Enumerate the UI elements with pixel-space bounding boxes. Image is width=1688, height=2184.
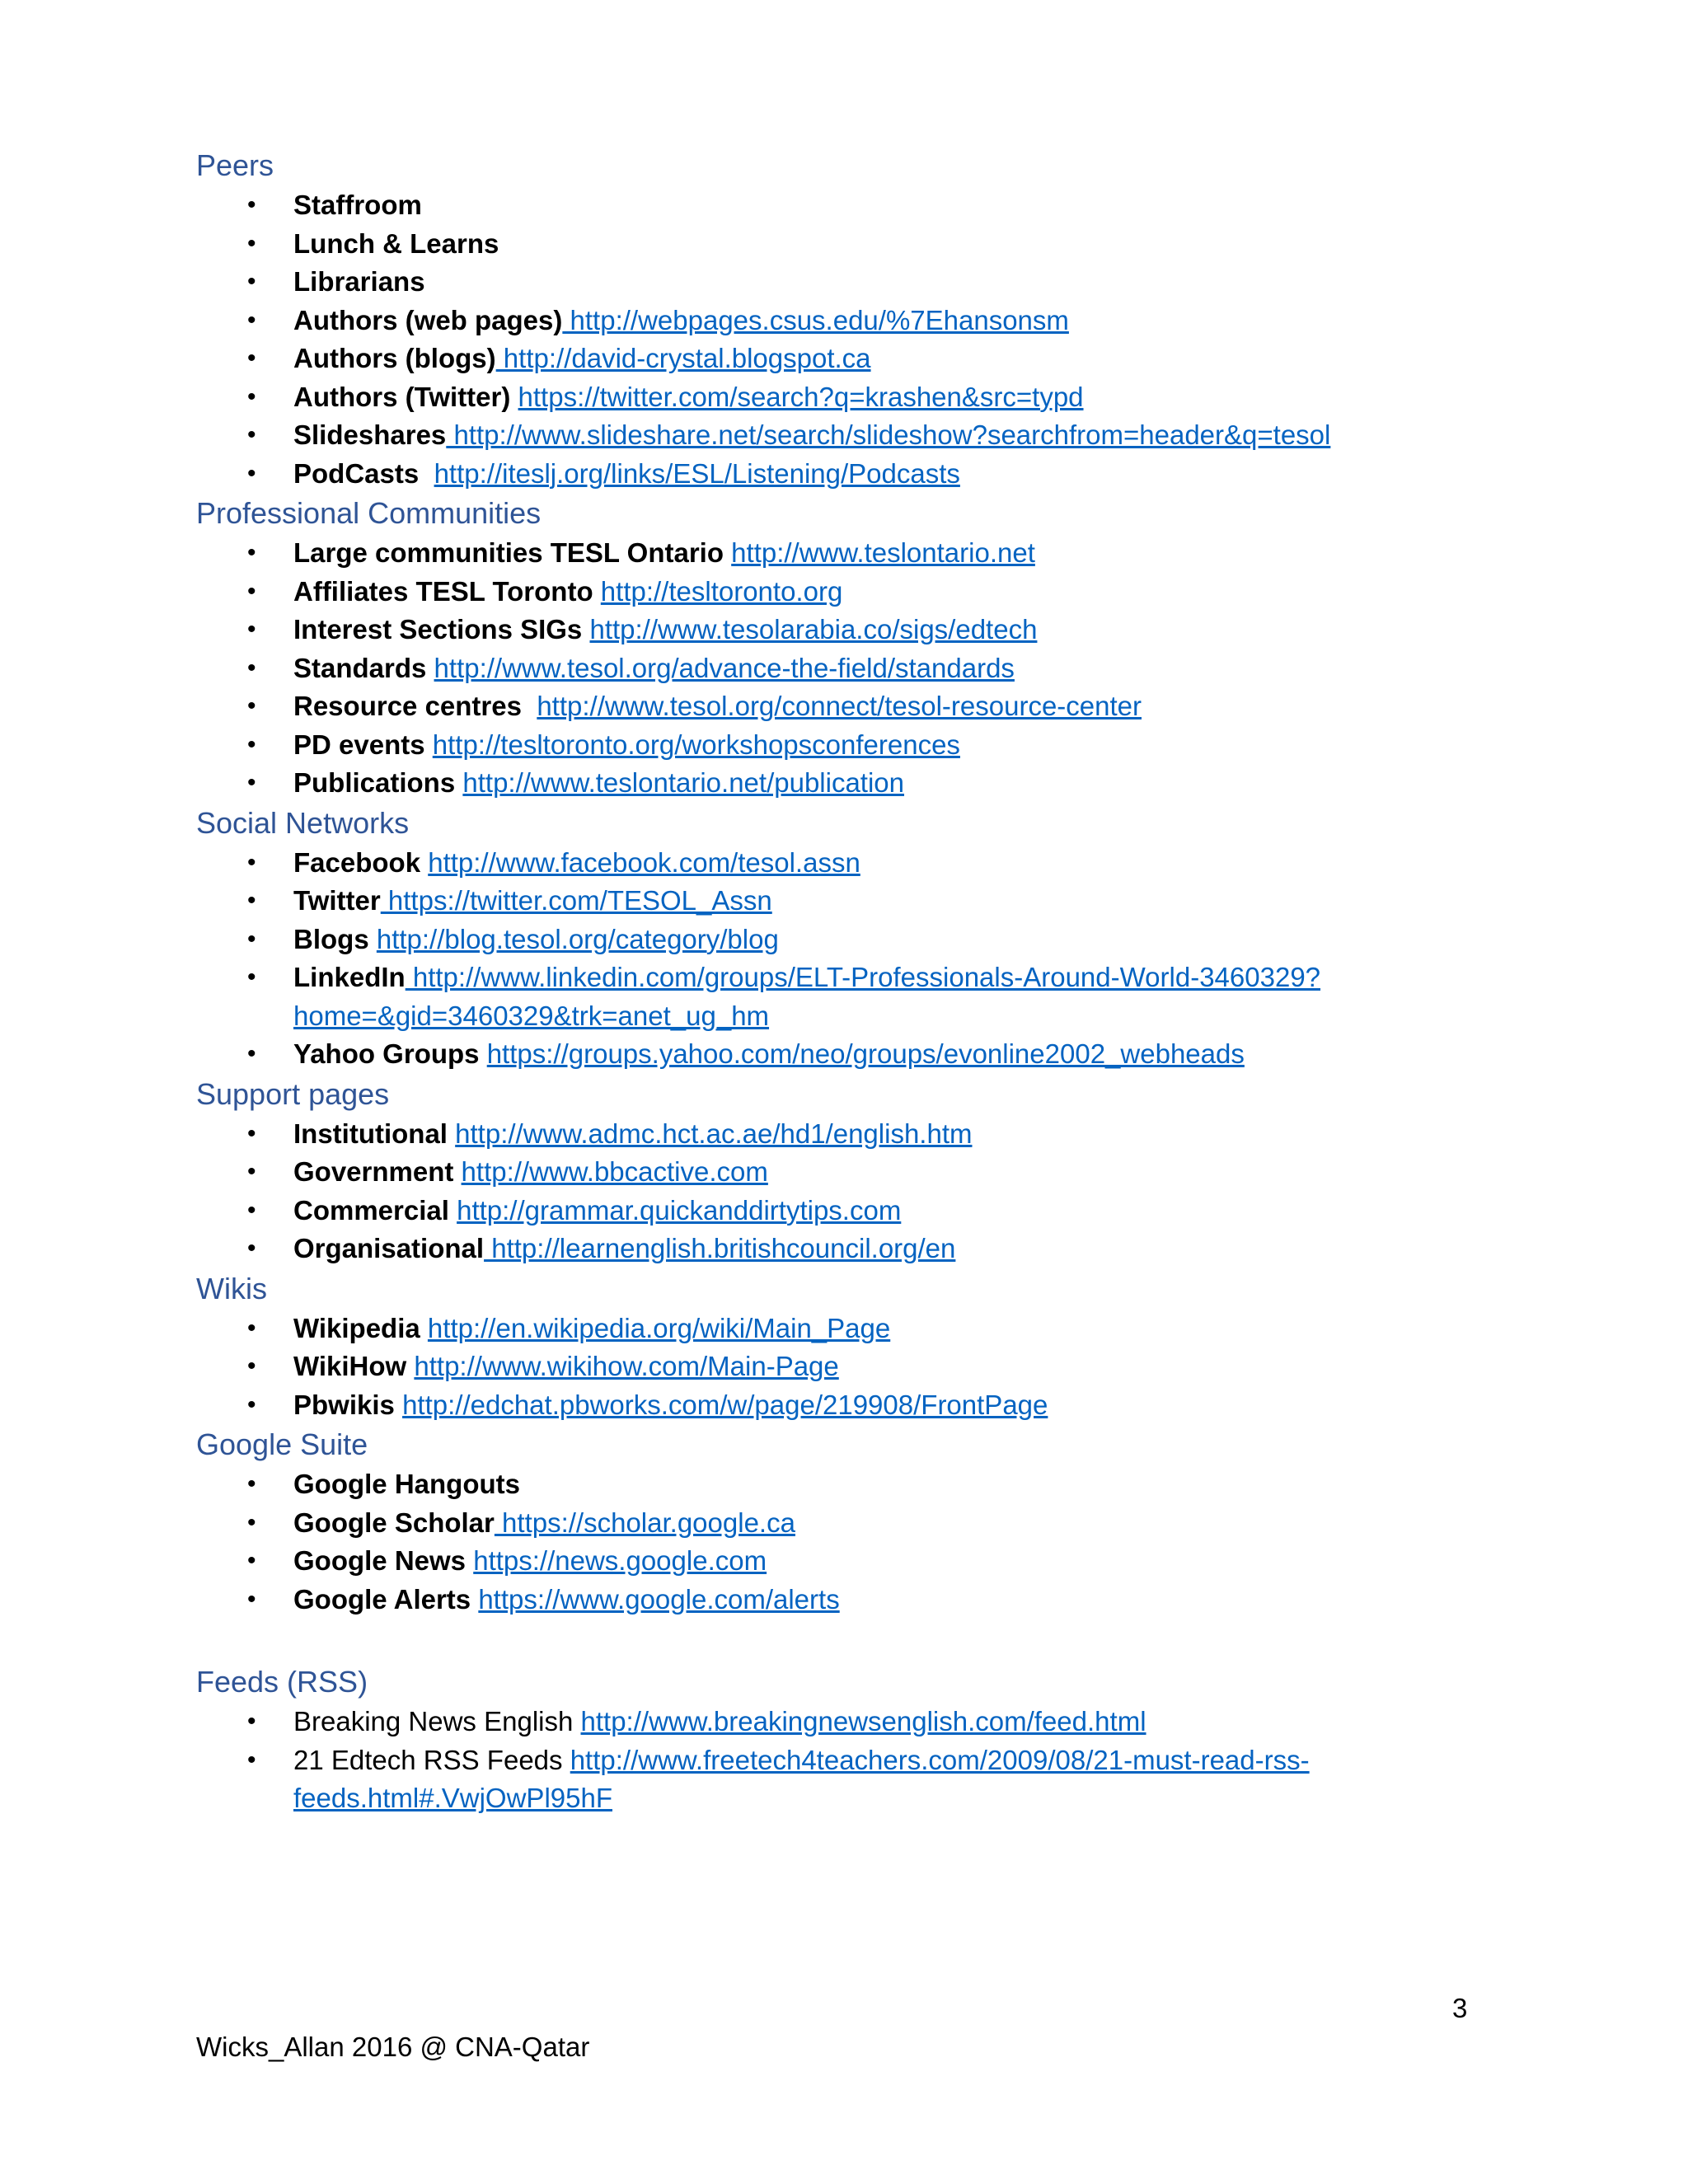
item-link[interactable]: https://twitter.com/search?q=krashen&src=typd <box>518 381 1084 412</box>
item-link[interactable]: http://www.bbcactive.com <box>461 1156 768 1187</box>
bullet-icon: • <box>247 616 256 643</box>
bullet-icon: • <box>247 1746 256 1774</box>
item-label: Google Scholar <box>293 1507 495 1538</box>
item-label: Large communities TESL Ontario <box>293 537 724 568</box>
item-label: Resource centres <box>293 691 522 721</box>
item-label: LinkedIn <box>293 962 406 992</box>
item-label: Wikipedia <box>293 1312 420 1343</box>
item-link[interactable]: http://edchat.pbworks.com/w/page/219908/FrontPage <box>402 1389 1048 1420</box>
item-link[interactable]: http://www.linkedin.com/groups/ELT-Professionals-Around-World-3460329?home=&gid=3460329&trk=anet_ug_hm <box>293 962 1321 1031</box>
bullet-icon: • <box>247 1119 256 1147</box>
item-label: Commercial <box>293 1194 449 1226</box>
bullet-icon: • <box>247 769 256 796</box>
item-link[interactable]: http://www.teslontario.net <box>731 537 1035 568</box>
bullet-icon: • <box>247 1470 256 1497</box>
item-label: Twitter <box>293 885 381 916</box>
bullet-icon: • <box>247 1508 256 1536</box>
item-label: Google Hangouts <box>293 1469 520 1499</box>
bullet-icon: • <box>247 191 256 218</box>
item-link[interactable]: https://twitter.com/TESOL_Assn <box>380 885 772 916</box>
list-item <box>196 263 1482 302</box>
item-link[interactable]: http://www.facebook.com/tesol.assn <box>428 846 860 878</box>
bullet-icon: • <box>247 1040 256 1067</box>
list-item <box>196 1465 1482 1504</box>
bullet-icon: • <box>247 1158 256 1185</box>
bullet-icon: • <box>247 963 256 991</box>
item-label: Staffroom <box>293 190 422 220</box>
list-item <box>196 1035 1482 1074</box>
item-link[interactable]: http://grammar.quickanddirtytips.com <box>457 1194 902 1226</box>
item-label: Standards <box>293 652 427 683</box>
section-heading-wikis: Wikis <box>196 1271 267 1305</box>
bullet-icon: • <box>247 306 256 334</box>
item-label: Publications <box>293 767 456 798</box>
bullet-icon: • <box>247 344 256 372</box>
item-link[interactable]: http://learnenglish.britishcouncil.org/en <box>484 1233 956 1263</box>
list-item <box>196 1386 1482 1425</box>
item-label: Authors (blogs) <box>293 343 496 373</box>
list-item <box>196 378 1482 417</box>
list-item <box>196 416 1482 455</box>
list-item <box>196 1115 1482 1154</box>
list-item <box>196 1741 1482 1818</box>
bullet-icon: • <box>247 654 256 682</box>
item-label: Government <box>293 1156 454 1187</box>
item-link[interactable]: http://www.freetech4teachers.com/2009/08/21-must-read-rss-feeds.html#.VwjOwPl95hF <box>293 1744 1310 1813</box>
list-item <box>196 186 1482 225</box>
item-label: Interest Sections SIGs <box>293 614 583 644</box>
section-heading-support-pages: Support pages <box>196 1076 390 1111</box>
item-link[interactable]: https://www.google.com/alerts <box>478 1583 840 1615</box>
bullet-icon: • <box>247 229 256 257</box>
list-social-networks <box>196 844 1482 1074</box>
list-support-pages <box>196 1115 1482 1268</box>
list-item <box>196 649 1482 688</box>
item-label: Institutional <box>293 1118 448 1149</box>
item-link[interactable]: http://tesltoronto.org <box>600 575 843 607</box>
item-link[interactable]: http://www.slideshare.net/search/slideshow?searchfrom=header&q=tesol <box>446 419 1331 450</box>
item-link[interactable]: http://webpages.csus.edu/%7Ehansonsm <box>562 304 1069 335</box>
list-item <box>196 844 1482 883</box>
bullet-icon: • <box>247 692 256 719</box>
item-link[interactable]: http://iteslj.org/links/ESL/Listening/Podcasts <box>434 457 960 489</box>
list-item <box>196 1542 1482 1581</box>
item-link[interactable]: http://www.wikihow.com/Main-Page <box>414 1351 839 1381</box>
bullet-icon: • <box>247 1547 256 1574</box>
item-link[interactable]: http://www.tesol.org/connect/tesol-resource-center <box>537 691 1142 721</box>
bullet-icon: • <box>247 1390 256 1418</box>
page-number: 3 <box>1452 1993 1468 2023</box>
item-label: 21 Edtech RSS Feeds <box>293 1744 563 1775</box>
list-item <box>196 225 1482 264</box>
item-label: WikiHow <box>293 1351 407 1381</box>
item-link[interactable]: http://www.tesolarabia.co/sigs/edtech <box>589 614 1038 644</box>
bullet-icon: • <box>247 1708 256 1735</box>
bullet-icon: • <box>247 577 256 605</box>
item-label: Librarians <box>293 266 425 297</box>
item-label: Pbwikis <box>293 1389 395 1420</box>
section-heading-peers: Peers <box>196 148 274 182</box>
item-label: Yahoo Groups <box>293 1038 480 1069</box>
list-item <box>196 882 1482 921</box>
bullet-icon: • <box>247 848 256 876</box>
item-label: Authors (web pages) <box>293 304 563 335</box>
item-label: Blogs <box>293 923 369 954</box>
list-item <box>196 611 1482 649</box>
item-link[interactable]: http://www.admc.hct.ac.ae/hd1/english.htm <box>455 1118 973 1149</box>
list-item <box>196 1192 1482 1230</box>
list-item <box>196 1230 1482 1268</box>
bullet-icon: • <box>247 925 256 953</box>
item-link[interactable]: http://www.tesol.org/advance-the-field/standards <box>434 652 1015 683</box>
list-item <box>196 687 1482 726</box>
list-item <box>196 1347 1482 1386</box>
bullet-icon: • <box>247 1235 256 1262</box>
list-google-suite <box>196 1465 1482 1619</box>
item-link[interactable]: https://news.google.com <box>473 1545 767 1576</box>
list-item <box>196 1153 1482 1192</box>
item-label: Facebook <box>293 846 421 878</box>
bullet-icon: • <box>247 382 256 410</box>
item-label: Lunch & Learns <box>293 227 499 259</box>
item-link[interactable]: http://david-crystal.blogspot.ca <box>495 343 871 373</box>
bullet-icon: • <box>247 1352 256 1380</box>
item-link[interactable]: https://scholar.google.ca <box>494 1507 795 1538</box>
list-item <box>196 1581 1482 1619</box>
item-link[interactable]: http://www.teslontario.net/publication <box>462 767 905 798</box>
list-peers <box>196 186 1482 493</box>
list-item <box>196 921 1482 959</box>
list-item <box>196 534 1482 573</box>
item-label: Google News <box>293 1545 467 1576</box>
document-body <box>196 145 1482 1818</box>
list-item <box>196 764 1482 803</box>
section-heading-feeds-rss: Feeds (RSS) <box>196 1665 368 1699</box>
list-item <box>196 1504 1482 1543</box>
section-heading-google-suite: Google Suite <box>196 1427 368 1461</box>
item-label: Breaking News English <box>293 1706 574 1736</box>
section-heading-professional-communities: Professional Communities <box>196 496 542 530</box>
bullet-icon: • <box>247 539 256 566</box>
list-professional-communities <box>196 534 1482 803</box>
item-label: Authors (Twitter) <box>293 381 511 412</box>
item-label: PodCasts <box>293 457 420 489</box>
list-item <box>196 1310 1482 1348</box>
bullet-icon: • <box>247 1196 256 1224</box>
bullet-icon: • <box>247 268 256 295</box>
bullet-icon: • <box>247 730 256 758</box>
item-label: Slideshares <box>293 419 447 450</box>
item-label: PD events <box>293 729 425 760</box>
item-link[interactable]: http://www.breakingnewsenglish.com/feed.html <box>580 1706 1146 1736</box>
section-heading-social-networks: Social Networks <box>196 805 410 840</box>
item-link[interactable]: https://groups.yahoo.com/neo/groups/evonline2002_webheads <box>486 1038 1245 1069</box>
list-item <box>196 455 1482 494</box>
list-feeds-rss <box>196 1703 1482 1818</box>
bullet-icon: • <box>247 459 256 487</box>
bullet-icon: • <box>247 1314 256 1342</box>
item-link[interactable]: http://en.wikipedia.org/wiki/Main_Page <box>427 1312 891 1343</box>
list-item <box>196 958 1482 1035</box>
list-item <box>196 726 1482 765</box>
item-link[interactable]: http://tesltoronto.org/workshopsconferences <box>432 729 960 760</box>
list-wikis <box>196 1310 1482 1425</box>
page-footer: Wicks_Allan 2016 @ CNA-Qatar <box>196 2032 590 2062</box>
list-item <box>196 1703 1482 1741</box>
item-label: Google Alerts <box>293 1583 471 1615</box>
item-label: Organisational <box>293 1233 485 1263</box>
item-link[interactable]: http://blog.tesol.org/category/blog <box>376 923 779 954</box>
item-label: Affiliates TESL Toronto <box>293 575 593 607</box>
list-item <box>196 340 1482 378</box>
list-item <box>196 573 1482 612</box>
bullet-icon: • <box>247 421 256 448</box>
list-item <box>196 302 1482 340</box>
bullet-icon: • <box>247 1585 256 1613</box>
bullet-icon: • <box>247 887 256 914</box>
